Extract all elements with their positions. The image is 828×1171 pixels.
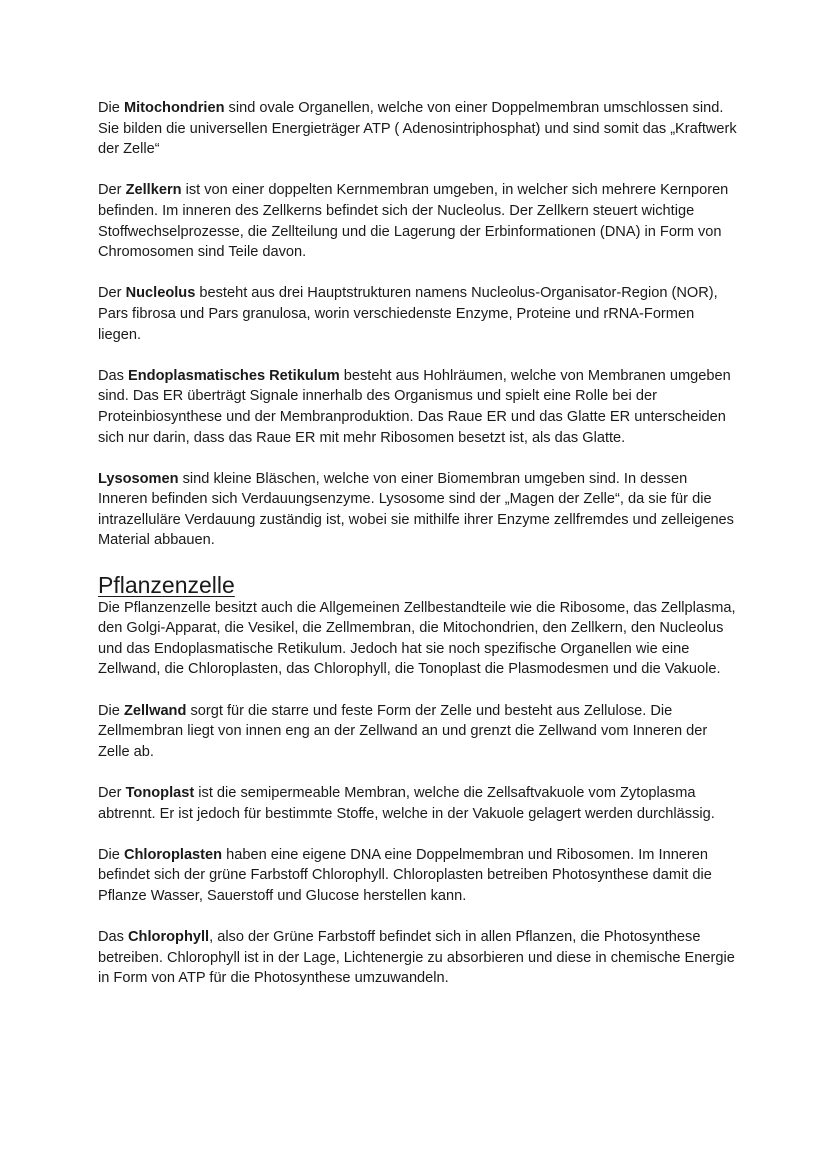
- paragraph-chloroplasten: [98, 845, 740, 907]
- text: Die: [98, 702, 124, 719]
- term-endoplasmatisches-retikulum: Endoplasmatisches Retikulum: [128, 367, 340, 384]
- paragraph-zellwand: [98, 701, 740, 763]
- text: Der: [98, 285, 126, 302]
- text: haben eine eigene DNA eine Doppelmembran und Ribosomen. Im Inneren befindet sich der grüne Farbstoff Chlorophyll. Chloroplasten betreiben Photosynthese damit die Pflanze Wasser, Sauerstoff und Glucose herstellen kann.: [98, 846, 712, 904]
- term-zellwand: Zellwand: [123, 702, 187, 719]
- text: ist von einer doppelten Kernmembran umgeben, in welcher sich mehrere Kernporen befinden. Im inneren des Zellkerns befindet sich der Nucleolus. Der Zellkern steuert wichtige Stoffwechselprozesse, die Zellteilung und die Lagerung der Erbinformationen (DNA) in Form von Chromosomen sind Teile davon.: [98, 182, 729, 261]
- term-zellkern: Zellkern: [125, 182, 182, 199]
- term-mitochondrien: Mitochondrien: [123, 100, 225, 116]
- term-lysosomen: Lysosomen: [98, 470, 179, 487]
- text: sorgt für die starre und feste Form der Zelle und besteht aus Zellulose. Die Zellmembran liegt von innen eng an der Zellwand an und grenzt die Zellwand vom Inneren der Zelle ab.: [98, 702, 708, 760]
- text: Der: [98, 785, 126, 801]
- paragraph-tonoplast: [98, 783, 740, 824]
- term-nucleolus: Nucleolus: [125, 285, 196, 302]
- term-chloroplasten: Chloroplasten: [123, 846, 223, 863]
- paragraph-lysosomen: [98, 469, 740, 551]
- text: , also der Grüne Farbstoff befindet sich in allen Pflanzen, die Photosynthese betreiben. Chlorophyll ist in der Lage, Lichtenergie zu absorbieren und diese in chemische Energie in Form von ATP für die Photosynthese umzuwandeln.: [98, 929, 735, 987]
- text: Der: [98, 182, 126, 199]
- paragraph-mitochondrien: [98, 98, 740, 160]
- paragraph-chlorophyll: [98, 927, 740, 989]
- text: sind kleine Bläschen, welche von einer Biomembran umgeben sind. In dessen Inneren befinden sich Verdauungsenzyme. Lysosome sind der „Magen der Zelle“, da sie für die intrazelluläre Verdauung zuständig ist, wobei sie mithilfe ihrer Enzyme zellfremdes und zelleigenes Material abbauen.: [98, 470, 734, 549]
- text: besteht aus Hohlräumen, welche von Membranen umgeben sind. Das ER überträgt Signale innerhalb des Organismus und spielt eine Rolle bei der Proteinbiosynthese und der Membranproduktion. Das Raue ER und das Glatte ER unterscheiden sich nur darin, dass das Raue ER mit mehr Ribosomen besetzt ist, als das Glatte.: [98, 367, 731, 446]
- paragraph-zellkern: [98, 180, 740, 262]
- text: besteht aus drei Hauptstrukturen namens Nucleolus-Organisator-Region (NOR), Pars fibrosa und Pars granulosa, worin verschiedenste Enzyme, Proteine und rRNA-Formen liegen.: [98, 285, 718, 343]
- text: sind ovale Organellen, welche von einer Doppelmembran umschlossen sind. Sie bilden die universellen Energieträger ATP ( Adenosintriphosphat) und sind somit das „Kraftwerk der Zelle“: [98, 100, 737, 158]
- text: Die: [98, 100, 124, 116]
- paragraph-endoplasmatisches-retikulum: [98, 366, 740, 448]
- text: Die: [98, 846, 124, 863]
- paragraph-nucleolus: [98, 283, 740, 345]
- term-tonoplast: Tonoplast: [125, 785, 195, 801]
- text: Das: [98, 367, 129, 384]
- term-chlorophyll: Chlorophyll: [128, 929, 210, 946]
- paragraph-pflanzenzelle-intro: Die Pflanzenzelle besitzt auch die Allgemeinen Zellbestandteile wie die Ribosome, das Zellplasma, den Golgi-Apparat, die Vesikel, die Zellmembran, die Mitochondrien, den Zellkern, den Nucleolus und das Endoplasmatische Retikulum. Jedoch hat sie noch spezifische Organellen wie eine Zellwand, die Chloroplasten, das Chlorophyll, die Tonoplast die Plasmodesmen und die Vakuole.: [98, 599, 736, 678]
- text: ist die semipermeable Membran, welche die Zellsaftvakuole vom Zytoplasma abtrennt. Er ist jedoch für bestimmte Stoffe, welche in der Vakuole gelagert werden durchlässig.: [98, 785, 715, 822]
- document-body: [98, 98, 740, 1010]
- text: Das: [98, 929, 129, 946]
- section-heading: Pflanzenzelle: [98, 571, 235, 598]
